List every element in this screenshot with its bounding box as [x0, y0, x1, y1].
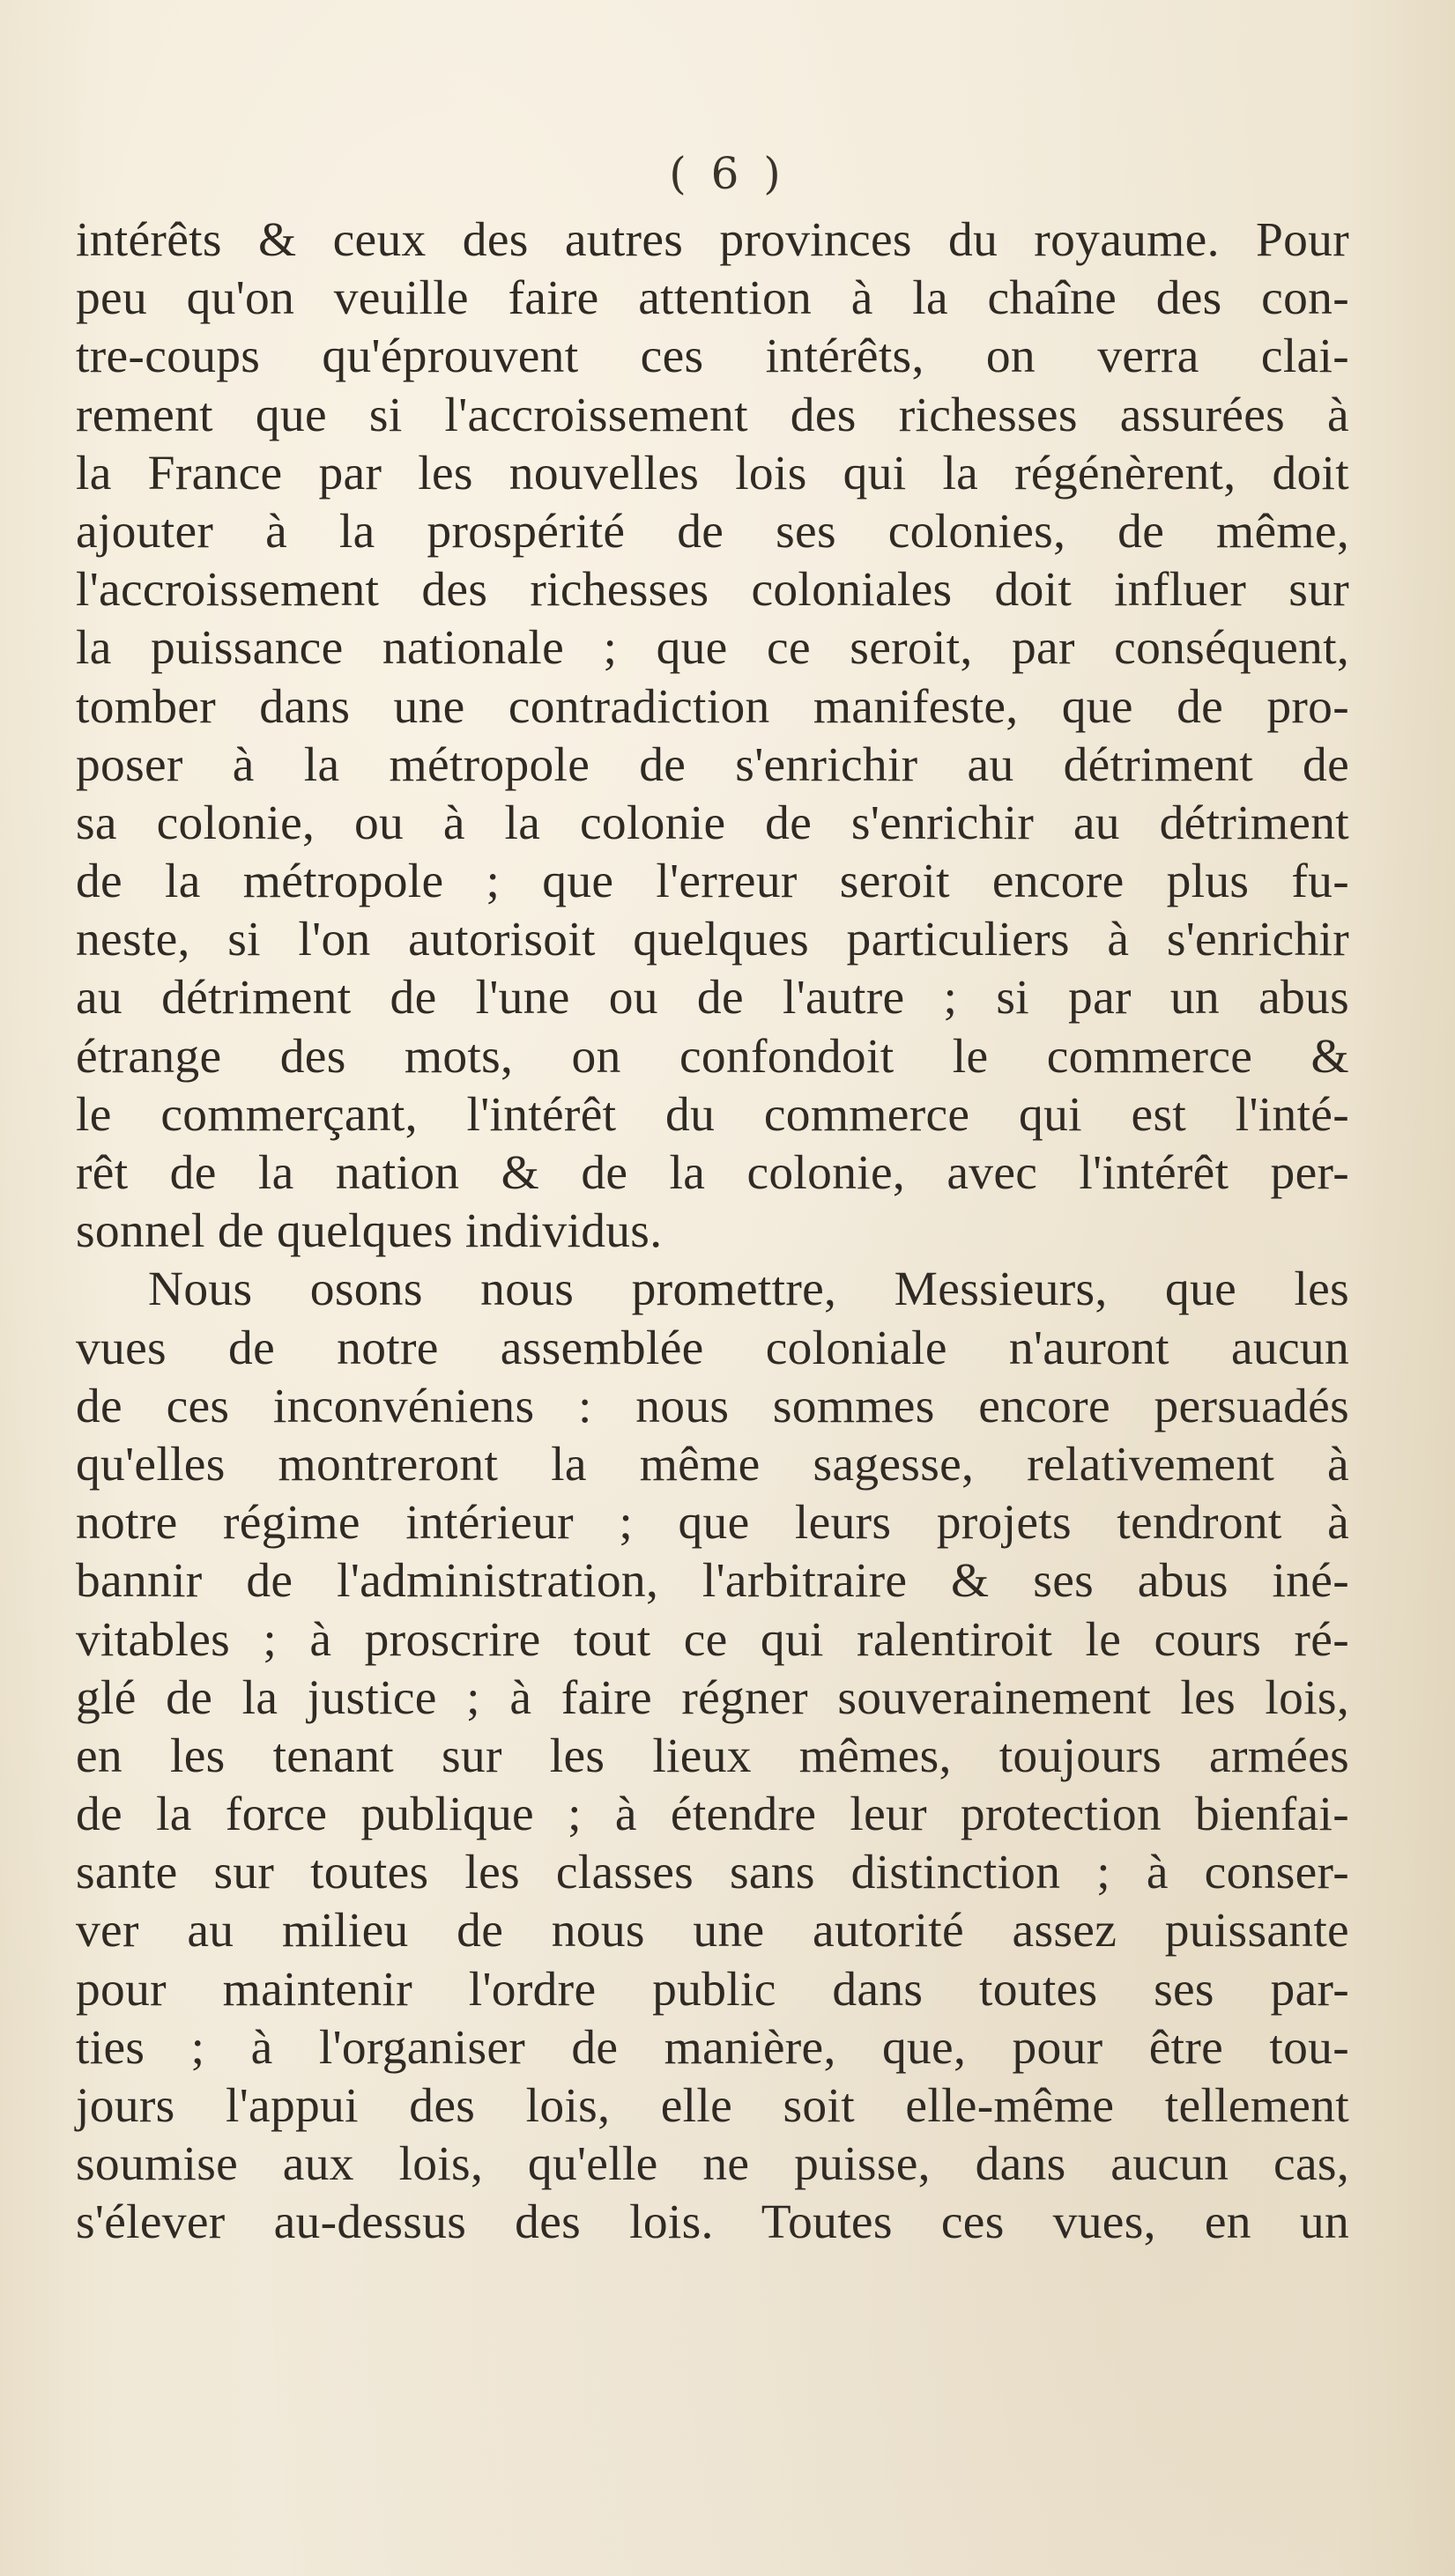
text-line: vues de notre assemblée coloniale n'auront aucun: [76, 1321, 1349, 1375]
text-line: l'accroissement des richesses coloniales doit influer sur: [76, 563, 1349, 618]
text-line: sante sur toutes les classes sans distinction ; à conser-: [76, 1846, 1349, 1900]
page-number: ( 6 ): [669, 148, 786, 199]
text-line: soumise aux lois, qu'elle ne puisse, dans aucun cas,: [76, 2137, 1349, 2192]
paragraph-end-line: sonnel de quelques individus.: [76, 1204, 663, 1259]
body-text: [76, 211, 1349, 2253]
text-line: ver au milieu de nous une autorité assez puissante: [76, 1904, 1349, 1958]
paragraph-start-line: Nous osons nous promettre, Messieurs, que les: [148, 1262, 1349, 1317]
text-line: ajouter à la prospérité de ses colonies, de même,: [76, 504, 1349, 559]
text-line: s'élever au-dessus des lois. Toutes ces vues, en un: [76, 2195, 1349, 2250]
text-line: ties ; à l'organiser de manière, que, pour être tou-: [76, 2020, 1349, 2075]
text-line: neste, si l'on autorisoit quelques particuliers à s'enrichir: [76, 913, 1349, 967]
text-line: de ces inconvéniens : nous sommes encore persuadés: [76, 1379, 1349, 1433]
text-line: tomber dans une contradiction manifeste, que de pro-: [76, 679, 1349, 734]
text-line: qu'elles montreront la même sagesse, relativement à: [76, 1437, 1349, 1492]
text-line: pour maintenir l'ordre public dans toutes ses par-: [76, 1962, 1349, 2017]
text-line: de la force publique ; à étendre leur protection bienfai-: [76, 1788, 1349, 1842]
text-line: la puissance nationale ; que ce seroit, par conséquent,: [76, 621, 1349, 676]
text-line: étrange des mots, on confondoit le commerce &: [76, 1029, 1349, 1084]
text-line: en les tenant sur les lieux mêmes, toujours armées: [76, 1728, 1349, 1783]
text-line: glé de la justice ; à faire régner souverainement les lois,: [76, 1670, 1349, 1725]
text-line: de la métropole ; que l'erreur seroit encore plus fu-: [76, 855, 1349, 909]
text-line: tre-coups qu'éprouvent ces intérêts, on verra clai-: [76, 329, 1349, 384]
text-line: intérêts & ceux des autres provinces du royaume. Pour: [76, 213, 1349, 267]
text-line: rêt de la nation & de la colonie, avec l'intérêt per-: [76, 1146, 1349, 1200]
text-line: le commerçant, l'intérêt du commerce qui est l'inté-: [76, 1087, 1349, 1142]
text-line: la France par les nouvelles lois qui la régénèrent, doit: [76, 446, 1349, 500]
text-line: peu qu'on veuille faire attention à la chaîne des con-: [76, 271, 1349, 326]
text-line: poser à la métropole de s'enrichir au détriment de: [76, 737, 1349, 792]
text-line: notre régime intérieur ; que leurs projets tendront à: [76, 1496, 1349, 1551]
text-line: bannir de l'administration, l'arbitraire & ses abus iné-: [76, 1554, 1349, 1609]
text-line: vitables ; à proscrire tout ce qui ralentiroit le cours ré-: [76, 1612, 1349, 1667]
text-line: rement que si l'accroissement des richesses assurées à: [76, 388, 1349, 442]
text-line: au détriment de l'une ou de l'autre ; si par un abus: [76, 971, 1349, 1025]
text-line: jours l'appui des lois, elle soit elle-même tellement: [76, 2079, 1349, 2133]
text-line: sa colonie, ou à la colonie de s'enrichir au détriment: [76, 796, 1349, 850]
